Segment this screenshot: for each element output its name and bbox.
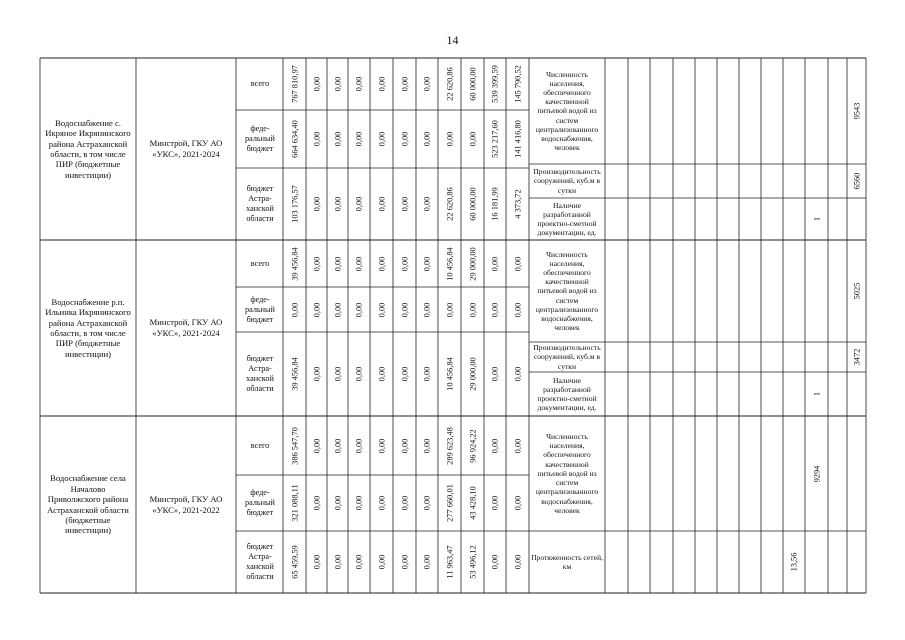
object-name: Водоснабжение с. Икряное Икрянинского района Астраханской области, в том числе ПИР (бюджетные инвестиции) (45, 117, 131, 180)
budget-value: 386 547,70 (290, 426, 299, 465)
budget-value: 0,00 (377, 256, 386, 271)
budget-value: 0,00 (400, 554, 409, 570)
budget-value: 0,00 (513, 256, 522, 271)
budget-value: 0,00 (312, 256, 321, 271)
budget-value: 0,00 (333, 495, 342, 511)
budget-value: 0,00 (422, 256, 432, 271)
budget-value: 0,00 (377, 76, 386, 92)
indicator-value: 13,56 (789, 552, 799, 572)
budget-label: феде-ральный бюджет (245, 294, 275, 324)
budget-value: 60 000,00 (468, 67, 477, 101)
budget-value: 0,00 (513, 366, 522, 382)
budget-value: 0,00 (422, 76, 432, 92)
budget-value: 39 456,84 (290, 357, 299, 391)
budget-value: 0,00 (445, 131, 454, 147)
budget-value: 0,00 (354, 76, 364, 92)
budget-value: 22 620,86 (445, 187, 454, 221)
budget-label: бюджет Астра-ханской области (246, 354, 274, 393)
budget-value: 22 620,86 (445, 67, 454, 101)
indicator-value: 5025 (852, 282, 861, 300)
budget-value: 0,00 (422, 366, 432, 382)
budget-value: 0,00 (354, 196, 364, 212)
budget-value: 141 416,80 (513, 120, 522, 158)
budget-value: 0,00 (422, 131, 432, 147)
budget-value: 0,00 (468, 131, 477, 147)
object-name: Водоснабжение р.п. Ильинка Икрянинского района Астраханской области, в том числе ПИР (бюджетные инвестиции) (45, 296, 131, 359)
indicator-label: Производительность сооружений, куб.м в сутки (533, 343, 601, 371)
budget-value: 10 456,84 (445, 246, 454, 281)
budget-value: 43 428,10 (468, 486, 477, 520)
budget-value: 289 623,48 (445, 426, 454, 465)
budget-value: 0,00 (377, 366, 386, 382)
budget-value: 0,00 (400, 366, 409, 382)
indicator-value: 9294 (812, 465, 821, 482)
budget-value: 0,00 (354, 495, 364, 511)
budget-label: всего (250, 440, 270, 450)
budget-value: 0,00 (513, 438, 522, 453)
budget-value: 0,00 (445, 302, 454, 317)
budget-value: 0,00 (400, 256, 409, 271)
budget-value: 0,00 (377, 554, 386, 570)
budget-value: 0,00 (490, 366, 500, 382)
budget-value: 0,00 (490, 495, 500, 511)
budget-value: 0,00 (377, 302, 386, 317)
indicator-value: 3472 (852, 348, 861, 366)
budget-value: 523 217,60 (490, 120, 500, 158)
budget-label: бюджет Астра-ханской области (246, 542, 274, 581)
budget-value: 0,00 (312, 495, 321, 511)
budget-value: 0,00 (422, 302, 432, 317)
budget-label: всего (250, 258, 270, 268)
budget-value: 0,00 (354, 302, 364, 317)
budget-value: 664 634,40 (290, 120, 299, 158)
budget-value: 0,00 (377, 495, 386, 511)
indicator-label: Численность населения, обеспеченного качественной питьевой водой из систем централизованного водоснабжения, человек (535, 432, 599, 515)
budget-value: 0,00 (490, 302, 500, 317)
budget-value: 0,00 (422, 438, 432, 453)
budget-value: 321 088,11 (290, 484, 299, 522)
budget-label: феде-ральный бюджет (245, 124, 275, 153)
budget-value: 0,00 (333, 438, 342, 453)
budget-value: 39 456,84 (290, 246, 299, 281)
budget-value: 0,00 (400, 495, 409, 511)
budget-value: 0,00 (354, 554, 364, 570)
budget-value: 0,00 (490, 256, 500, 271)
budget-value: 0,00 (333, 554, 342, 570)
indicator-value: 1 (812, 216, 821, 222)
budget-value: 10 456,84 (445, 357, 454, 391)
budget-value: 103 176,57 (290, 185, 299, 223)
budget-value: 0,00 (312, 302, 321, 317)
budget-value: 53 496,12 (468, 545, 477, 579)
budget-value: 0,00 (400, 302, 409, 317)
budget-value: 0,00 (333, 76, 342, 92)
budget-value: 0,00 (312, 131, 321, 147)
budget-value: 0,00 (333, 131, 342, 147)
object-name: Водоснабжение села Началово Приволжского района Астраханской области (бюджетные инвестиции) (47, 473, 129, 536)
budget-value: 0,00 (490, 554, 500, 570)
budget-value: 0,00 (312, 554, 321, 570)
indicator-label: Производительность сооружений, куб.м в сутки (533, 167, 601, 195)
budget-value: 0,00 (354, 131, 364, 147)
budget-value: 0,00 (400, 196, 409, 212)
budget-value: 16 181,99 (490, 187, 500, 221)
budget-value: 0,00 (333, 196, 342, 212)
budget-value: 0,00 (312, 76, 321, 92)
budget-value: 145 790,52 (513, 65, 522, 103)
indicator-label: Численность населения, обеспеченного качественной питьевой водой из систем централизованного водоснабжения, человек (535, 69, 599, 153)
budget-value: 0,00 (422, 196, 432, 212)
budget-value: 11 963,47 (445, 545, 454, 579)
budget-value: 96 924,22 (468, 428, 477, 463)
budget-value: 0,00 (312, 438, 321, 453)
indicator-label: Численность населения, обеспеченного качественной питьевой водой из систем централизованного водоснабжения, человек (535, 249, 599, 333)
budget-value: 29 000,00 (468, 246, 477, 281)
indicator-value: 6560 (852, 172, 861, 190)
budget-value: 65 459,59 (290, 545, 299, 579)
indicator-label: Наличие разработанной проектно-сметной документации, ед. (537, 200, 597, 238)
budget-value: 0,00 (312, 196, 321, 212)
indicator-value: 1 (812, 391, 821, 397)
budget-value: 0,00 (377, 131, 386, 147)
budget-value: 0,00 (422, 554, 432, 570)
budget-value: 0,00 (354, 438, 364, 453)
budget-value: 0,00 (513, 302, 522, 317)
budget-value: 60 000,00 (468, 187, 477, 221)
budget-value: 0,00 (354, 366, 364, 382)
executor: Минстрой, ГКУ АО «УКС», 2021-2022 (149, 493, 223, 515)
budget-value: 0,00 (333, 256, 342, 271)
indicator-value: 9543 (852, 102, 861, 120)
budget-value: 0,00 (400, 438, 409, 453)
budget-value: 0,00 (422, 495, 432, 511)
budget-value: 0,00 (290, 302, 299, 317)
budget-value: 0,00 (513, 554, 522, 570)
indicator-label: Наличие разработанной проектно-сметной документации, ед. (537, 375, 597, 413)
budget-value: 0,00 (377, 438, 386, 453)
budget-value: 29 000,00 (468, 357, 477, 391)
budget-value: 0,00 (333, 366, 342, 382)
budget-value: 539 399,59 (490, 65, 500, 103)
budget-value: 4 373,72 (513, 189, 522, 219)
budget-value: 0,00 (400, 131, 409, 147)
budget-label: всего (250, 79, 270, 88)
budget-value: 0,00 (468, 302, 477, 317)
budget-value: 0,00 (333, 302, 342, 317)
executor: Минстрой, ГКУ АО «УКС», 2021-2024 (149, 317, 223, 338)
budget-value: 277 660,01 (445, 484, 454, 522)
budget-value: 0,00 (490, 438, 500, 453)
budget-label: бюджет Астра-ханской области (246, 184, 274, 223)
indicator-label: Протяженность сетей, км (531, 552, 603, 571)
budget-label: феде-ральный бюджет (245, 488, 275, 517)
page-number: 14 (446, 33, 459, 47)
budget-value: 767 810,97 (290, 65, 299, 103)
budget-value: 0,00 (400, 76, 409, 92)
budget-value: 0,00 (312, 366, 321, 382)
budget-value: 0,00 (513, 495, 522, 511)
executor: Минстрой, ГКУ АО «УКС», 2021-2024 (149, 138, 223, 159)
budget-value: 0,00 (354, 256, 364, 271)
budget-value: 0,00 (377, 196, 386, 212)
